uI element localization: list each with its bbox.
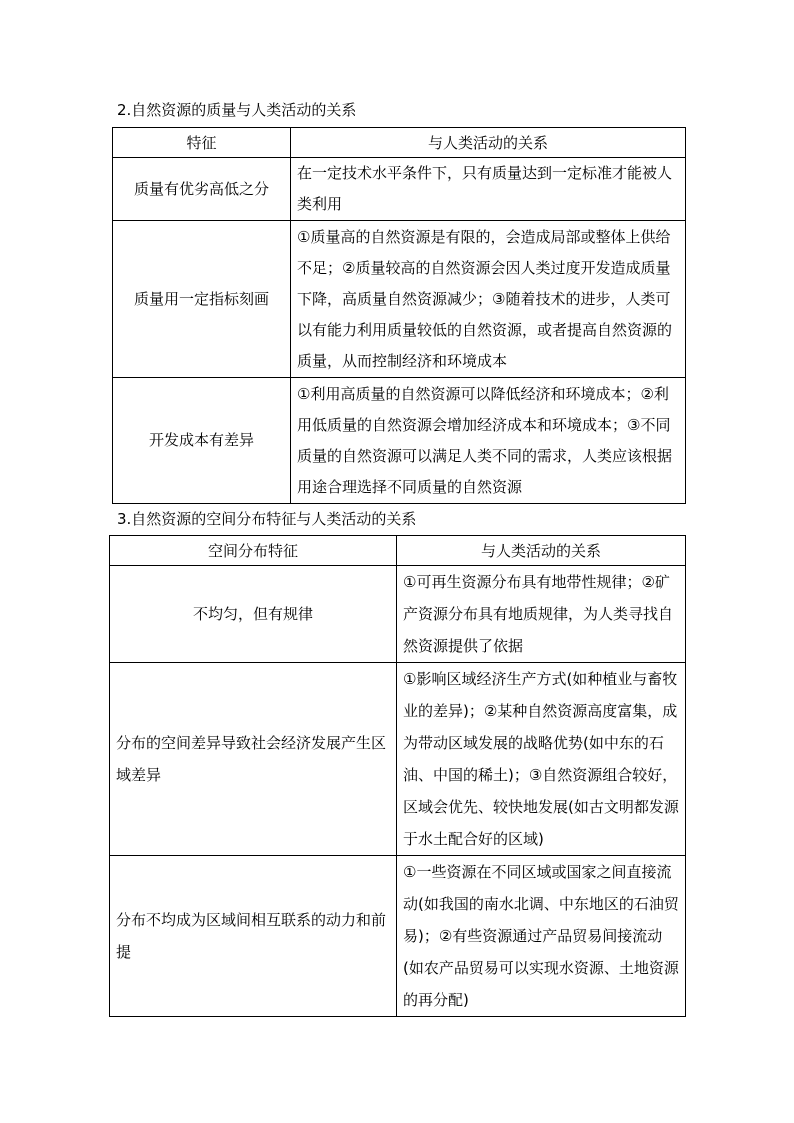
section-3-heading: 3.自然资源的空间分布特征与人类活动的关系 [117, 510, 417, 528]
column-header-relation: 与人类活动的关系 [397, 536, 686, 566]
column-header-relation: 与人类活动的关系 [291, 128, 686, 158]
feature-cell: 分布的空间差异导致社会经济发展产生区域差异 [110, 663, 397, 856]
column-header-feature: 空间分布特征 [110, 536, 397, 566]
feature-cell: 不均匀，但有规律 [110, 566, 397, 663]
table-row [110, 566, 686, 663]
table-row [110, 856, 686, 1017]
relation-cell: ①利用高质量的自然资源可以降低经济和环境成本；②利用低质量的自然资源会增加经济成本和环境成本；③不同质量的自然资源可以满足人类不同的需求，人类应该根据用途合理选择不同质量的自然资源 [291, 378, 686, 504]
table-header-row [113, 128, 686, 158]
feature-cell: 质量用一定指标刻画 [113, 221, 291, 378]
relation-cell: ①一些资源在不同区域或国家之间直接流动(如我国的南水北调、中东地区的石油贸易)；②有些资源通过产品贸易间接流动(如农产品贸易可以实现水资源、土地资源的再分配) [397, 856, 686, 1017]
feature-cell: 质量有优劣高低之分 [113, 158, 291, 221]
relation-cell: 在一定技术水平条件下，只有质量达到一定标准才能被人类利用 [291, 158, 686, 221]
section-2-heading: 2.自然资源的质量与人类活动的关系 [117, 101, 357, 119]
relation-cell: ①质量高的自然资源是有限的，会造成局部或整体上供给不足；②质量较高的自然资源会因人类过度开发造成质量下降，高质量自然资源减少；③随着技术的进步，人类可以有能力利用质量较低的自然资源，或者提高自然资源的质量，从而控制经济和环境成本 [291, 221, 686, 378]
relation-cell: ①可再生资源分布具有地带性规律；②矿产资源分布具有地质规律，为人类寻找自然资源提供了依据 [397, 566, 686, 663]
column-header-feature: 特征 [113, 128, 291, 158]
table-row [113, 158, 686, 221]
relation-cell: ①影响区域经济生产方式(如种植业与畜牧业的差异)；②某种自然资源高度富集，成为带动区域发展的战略优势(如中东的石油、中国的稀土)；③自然资源组合较好，区域会优先、较快地发展(如古文明都发源于水土配合好的区域) [397, 663, 686, 856]
table-header-row [110, 536, 686, 566]
table-row [113, 378, 686, 504]
table-row [110, 663, 686, 856]
table-row [113, 221, 686, 378]
resource-distribution-table [109, 535, 686, 1017]
feature-cell: 开发成本有差异 [113, 378, 291, 504]
feature-cell: 分布不均成为区域间相互联系的动力和前提 [110, 856, 397, 1017]
resource-quality-table [112, 127, 686, 504]
